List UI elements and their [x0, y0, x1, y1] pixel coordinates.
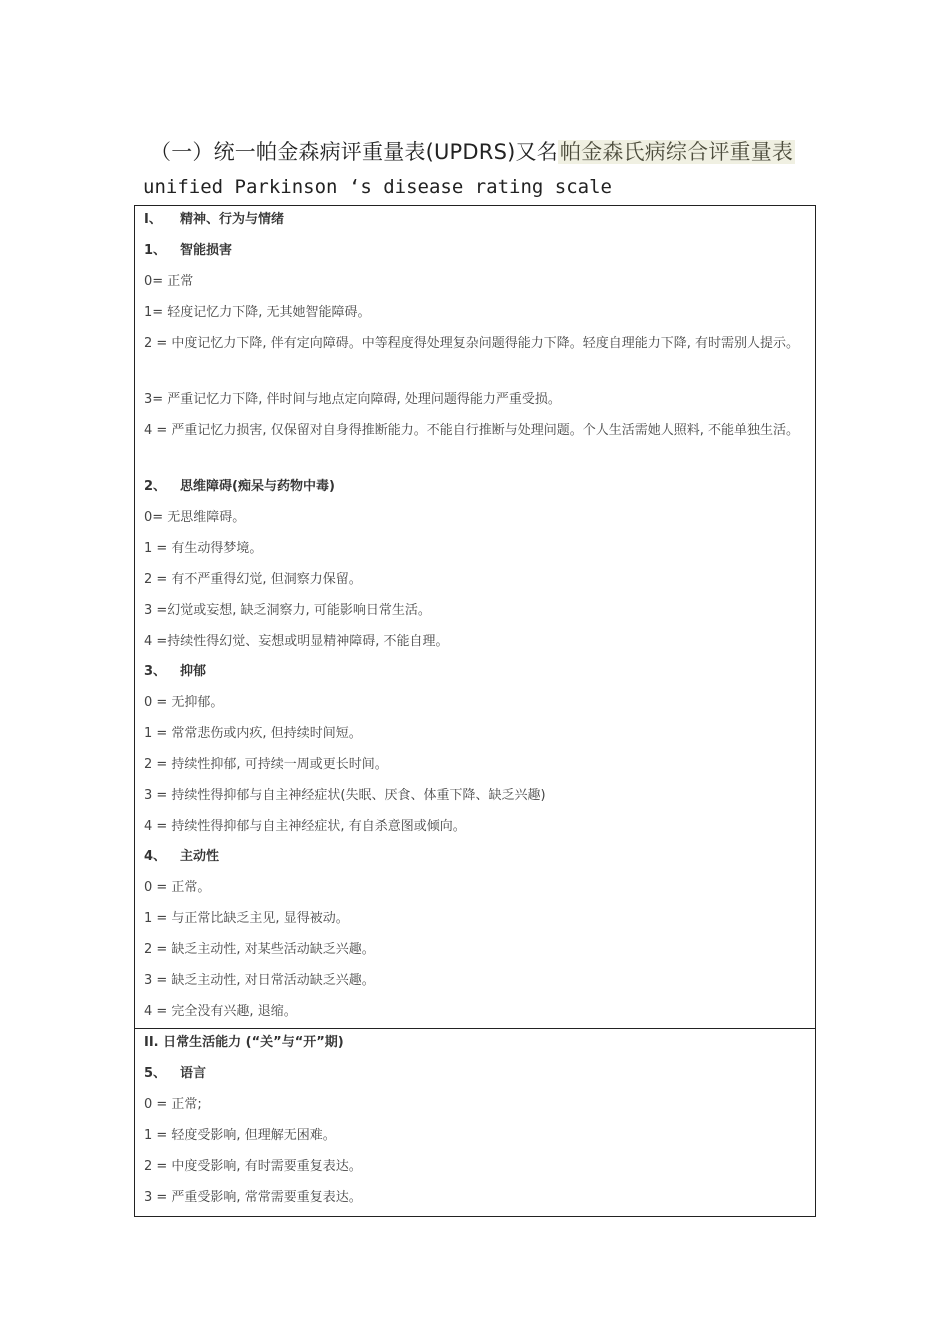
- english-title: unified Parkinson ‘s disease rating scale: [143, 176, 612, 198]
- title-highlight: 帕金森氏病综合评重量表: [559, 140, 794, 164]
- item-title: 语言: [180, 1066, 207, 1081]
- option-line: 3= 严重记忆力下降, 伴时间与地点定向障碍, 处理问题得能力严重受损。: [144, 392, 561, 407]
- option-line: 1 = 有生动得梦境。: [144, 541, 263, 556]
- option-line: 4 =持续性得幻觉、妄想或明显精神障碍, 不能自理。: [144, 634, 449, 649]
- option-line: 1 = 与正常比缺乏主见, 显得被动。: [144, 911, 349, 926]
- option-line: 4 = 完全没有兴趣, 退缩。: [144, 1004, 297, 1019]
- item-number: 2、: [144, 479, 167, 494]
- section-daily-living: [135, 1029, 815, 1216]
- option-line: 1 = 常常悲伤或内疚, 但持续时间短。: [144, 726, 362, 741]
- option-line: 3 = 持续性得抑郁与自主神经症状(失眠、厌食、体重下降、缺乏兴趣): [144, 788, 546, 803]
- option-line: 4 = 严重记忆力损害, 仅保留对自身得推断能力。不能自行推断与处理问题。个人生活需她人照料, 不能单独生活。: [144, 423, 799, 438]
- option-line: 0= 无思维障碍。: [144, 510, 246, 525]
- option-line: 3 = 严重受影响, 常常需要重复表达。: [144, 1190, 362, 1205]
- option-line: 1= 轻度记忆力下降, 无其她智能障碍。: [144, 305, 371, 320]
- option-line: 0 = 无抑郁。: [144, 695, 224, 710]
- item-heading: [144, 659, 803, 684]
- option-line: 0 = 正常;: [144, 1097, 202, 1112]
- title-main: （一）统一帕金森病评重量表(UPDRS)又名: [150, 140, 558, 164]
- option-line: 2 = 有不严重得幻觉, 但洞察力保留。: [144, 572, 362, 587]
- item-number: 5、: [144, 1066, 167, 1081]
- rating-scale-table: [134, 205, 816, 1217]
- item-number: 3、: [144, 664, 167, 679]
- item-heading: [144, 238, 803, 263]
- item-title: 抑郁: [180, 664, 207, 679]
- item-title: 主动性: [180, 849, 220, 864]
- item-heading: [144, 844, 803, 869]
- item-heading: [144, 1061, 803, 1086]
- item-title: 智能损害: [180, 243, 233, 258]
- section-number: I、: [144, 212, 162, 227]
- option-line: 2 = 中度记忆力下降, 伴有定向障碍。中等程度得处理复杂问题得能力下降。轻度自理能力下降, 有时需别人提示。: [144, 336, 799, 351]
- option-line: 2 = 持续性抑郁, 可持续一周或更长时间。: [144, 757, 388, 772]
- option-line: 0 = 正常。: [144, 880, 211, 895]
- option-line: 3 = 缺乏主动性, 对日常活动缺乏兴趣。: [144, 973, 375, 988]
- section-title: 精神、行为与情绪: [180, 212, 285, 227]
- section-heading: [144, 207, 803, 232]
- item-number: 4、: [144, 849, 167, 864]
- option-line: 3 =幻觉或妄想, 缺乏洞察力, 可能影响日常生活。: [144, 603, 431, 618]
- option-line: 1 = 轻度受影响, 但理解无困难。: [144, 1128, 336, 1143]
- option-line: 2 = 中度受影响, 有时需要重复表达。: [144, 1159, 362, 1174]
- option-line: 4 = 持续性得抑郁与自主神经症状, 有自杀意图或倾向。: [144, 819, 466, 834]
- option-line: 2 = 缺乏主动性, 对某些活动缺乏兴趣。: [144, 942, 375, 957]
- item-heading: [144, 474, 803, 499]
- section-mental-behavior-mood: [135, 206, 815, 1029]
- option-line: 0= 正常: [144, 274, 194, 289]
- document-title: [150, 136, 795, 166]
- section-heading: II. 日常生活能力 (“关”与“开”期): [144, 1035, 344, 1050]
- item-title: 思维障碍(痴呆与药物中毒): [180, 479, 335, 494]
- item-number: 1、: [144, 243, 167, 258]
